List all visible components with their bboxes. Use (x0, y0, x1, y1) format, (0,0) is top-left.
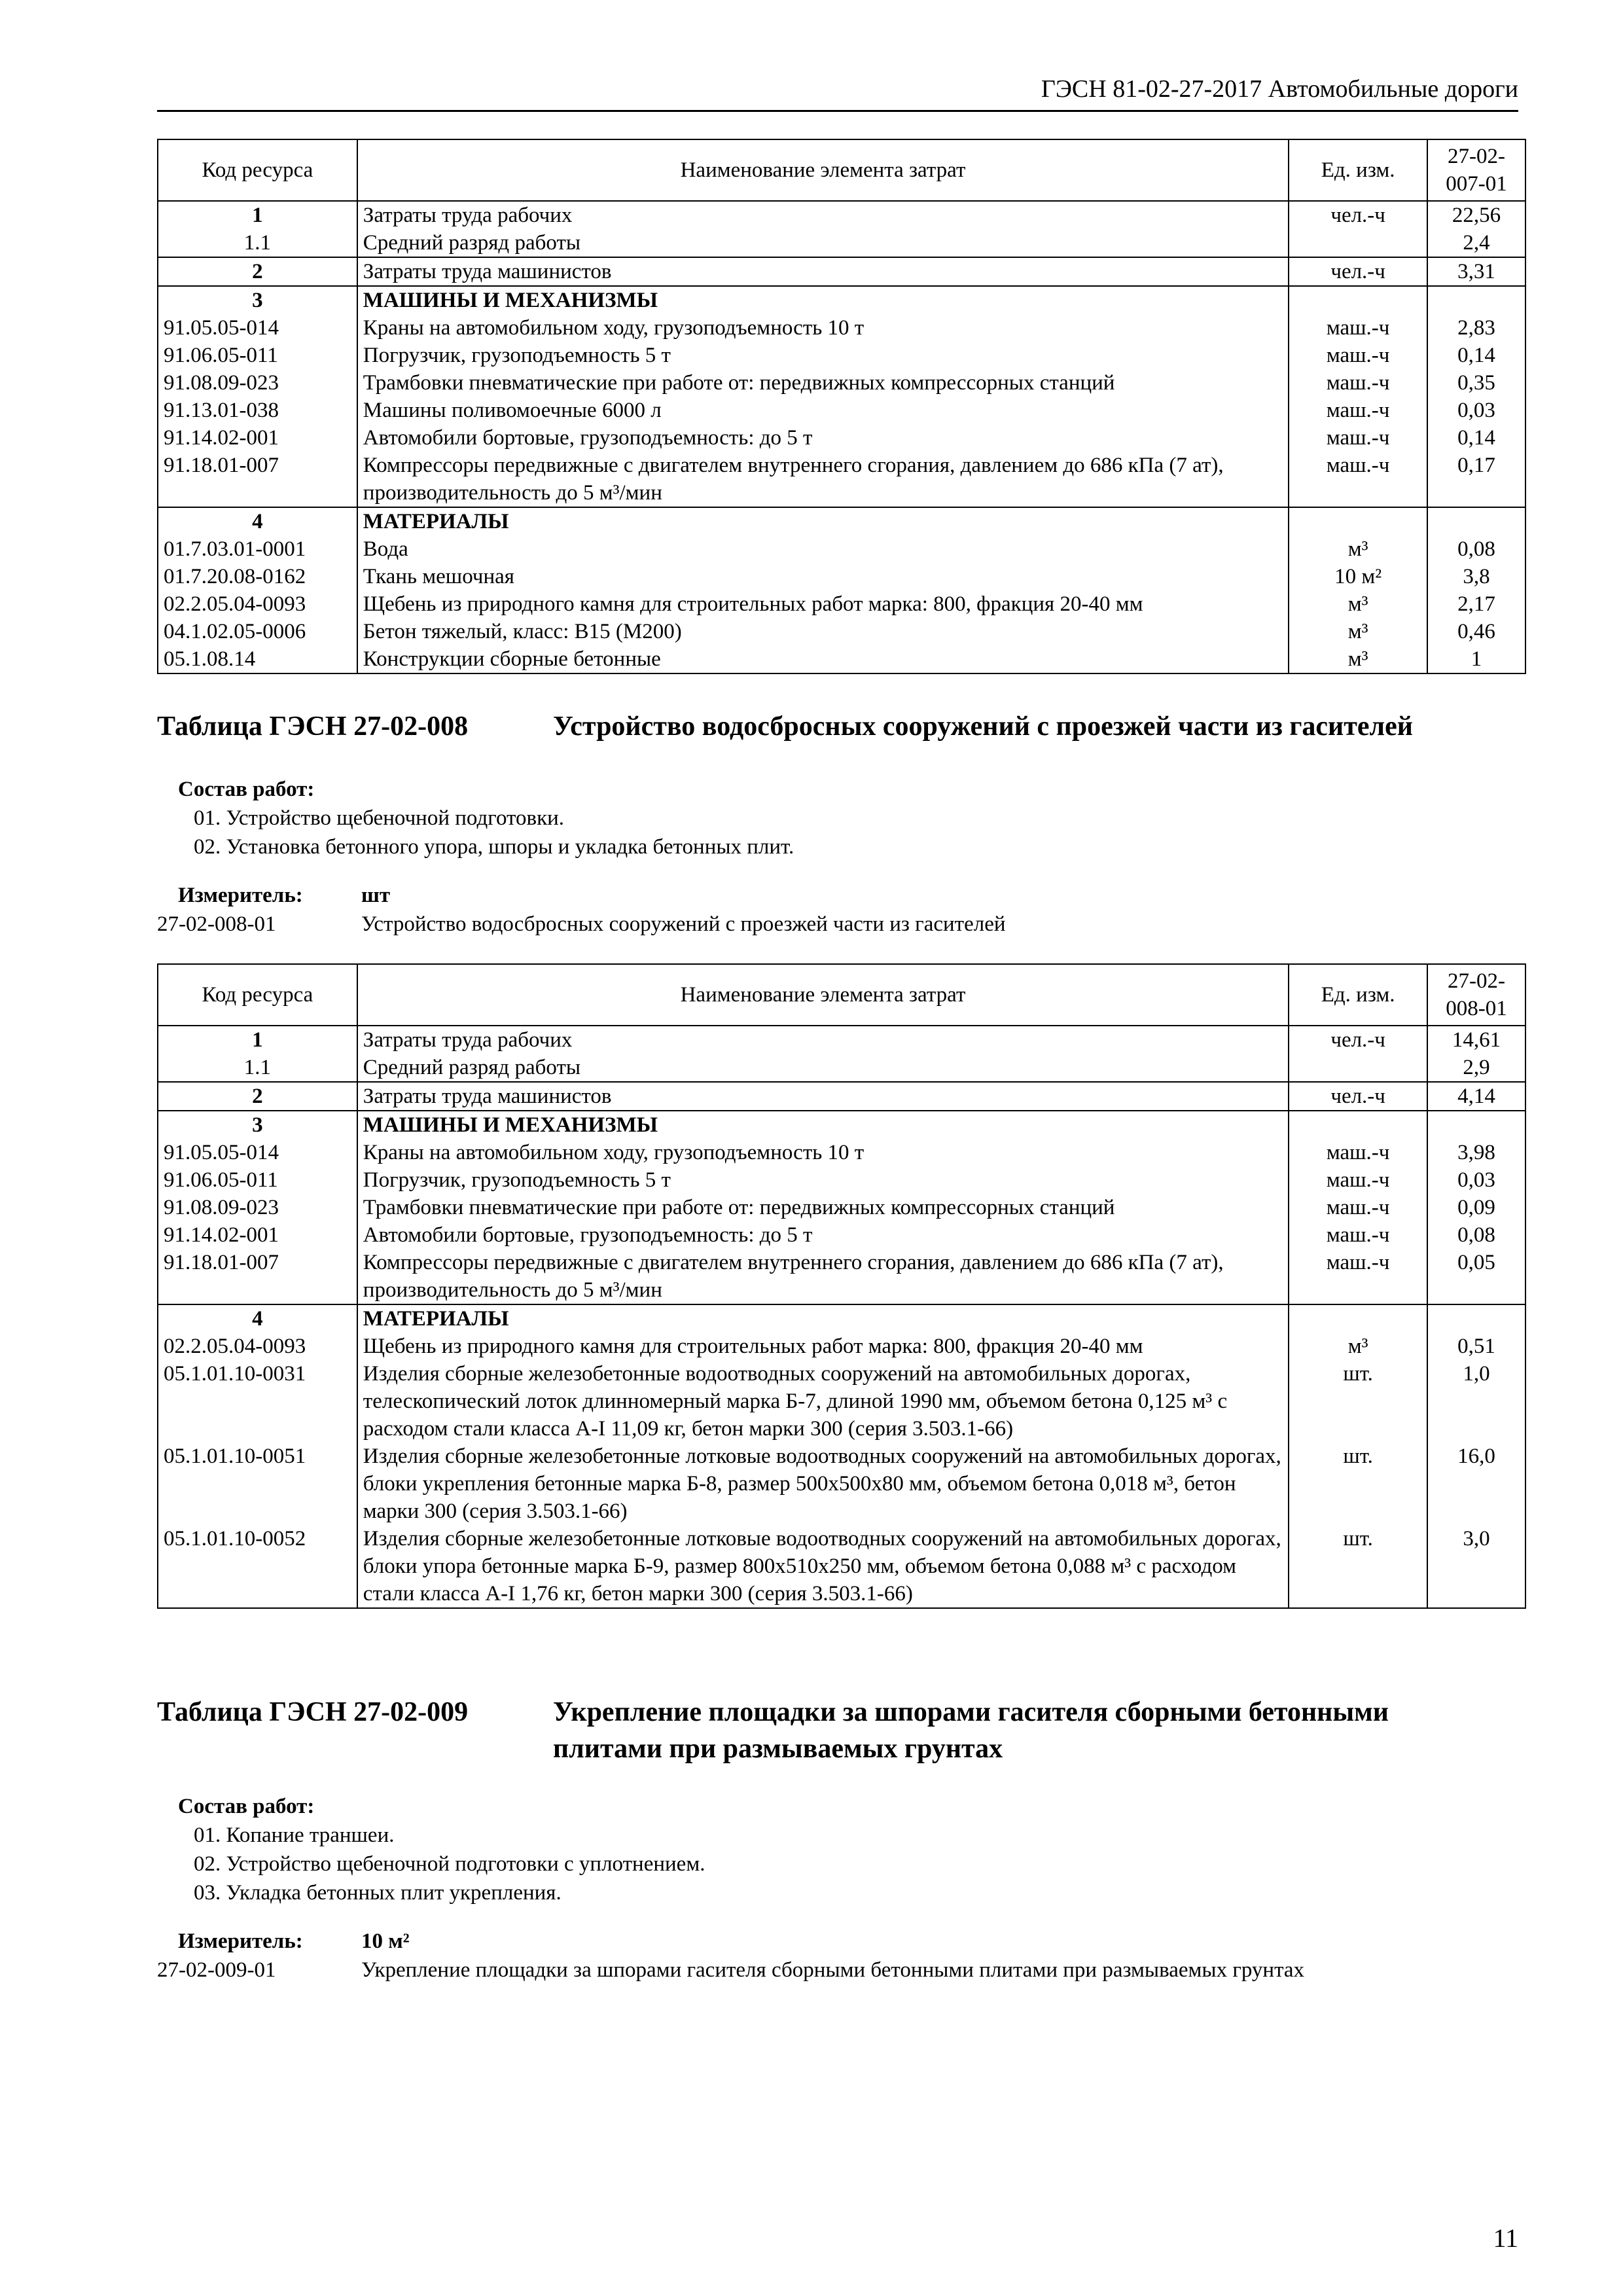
resource-name: Средний разряд работы (357, 1054, 1289, 1082)
work-item: 01. Устройство щебеночной подготовки. (194, 806, 565, 830)
resource-name: Щебень из природного камня для строительных работ марка: 800, фракция 20-40 мм (357, 590, 1289, 618)
table-row (158, 1139, 1525, 1166)
table-row (158, 257, 1525, 286)
resource-code: 91.05.05-014 (158, 314, 357, 342)
resource-name: Затраты труда машинистов (357, 1082, 1289, 1111)
resource-unit: шт. (1289, 1360, 1427, 1443)
works-label: Состав работ: (178, 1795, 315, 1818)
resource-code: 91.06.05-011 (158, 342, 357, 369)
work-item: 02. Установка бетонного упора, шпоры и укладка бетонных плит. (194, 835, 794, 859)
resource-name: Компрессоры передвижные с двигателем внутреннего сгорания, давлением до 686 кПа (7 ат), производительность до 5 м³/мин (357, 1249, 1289, 1304)
resource-name: МАШИНЫ И МЕХАНИЗМЫ (357, 1111, 1289, 1139)
table-title: Устройство водосбросных сооружений с проезжей части из гасителей (553, 711, 1413, 742)
table-row (158, 1194, 1525, 1221)
table-row (158, 1166, 1525, 1194)
table-row (158, 286, 1525, 314)
norm-code: 27-02-009-01 (157, 1958, 276, 1982)
table-row (158, 1360, 1525, 1443)
page-header: ГЭСН 81-02-27-2017 Автомобильные дороги (157, 71, 1518, 112)
work-item: 01. Копание траншеи. (194, 1823, 395, 1847)
resource-code: 91.06.05-011 (158, 1166, 357, 1194)
resource-unit (1289, 1111, 1427, 1139)
table-row (158, 1249, 1525, 1304)
resource-code: 05.1.01.10-0052 (158, 1525, 357, 1608)
norm-code: 27-02-008-01 (157, 912, 276, 936)
resource-code: 4 (158, 1304, 357, 1333)
resource-code: 91.08.09-023 (158, 1194, 357, 1221)
table-row (158, 229, 1525, 257)
resource-name: Затраты труда машинистов (357, 257, 1289, 286)
resource-unit (1289, 1304, 1427, 1333)
resource-value: 0,03 (1427, 1166, 1525, 1194)
resource-name: Бетон тяжелый, класс: В15 (М200) (357, 618, 1289, 645)
resource-value: 4,14 (1427, 1082, 1525, 1111)
resource-unit: маш.-ч (1289, 397, 1427, 424)
resource-name: Машины поливомоечные 6000 л (357, 397, 1289, 424)
resource-value: 2,4 (1427, 229, 1525, 257)
table-row (158, 397, 1525, 424)
resource-value: 3,31 (1427, 257, 1525, 286)
resource-code: 1.1 (158, 229, 357, 257)
resource-code: 91.13.01-038 (158, 397, 357, 424)
resource-code: 91.14.02-001 (158, 424, 357, 452)
table-row (158, 1082, 1525, 1111)
resource-code: 91.18.01-007 (158, 1249, 357, 1304)
table-row (158, 1111, 1525, 1139)
resource-unit: маш.-ч (1289, 424, 1427, 452)
resource-value: 2,83 (1427, 314, 1525, 342)
works-label: Состав работ: (178, 778, 315, 801)
resource-name: Вода (357, 535, 1289, 563)
resource-name: МАШИНЫ И МЕХАНИЗМЫ (357, 286, 1289, 314)
resource-value: 0,35 (1427, 369, 1525, 397)
resource-name: Погрузчик, грузоподъемность 5 т (357, 342, 1289, 369)
table-row (158, 201, 1525, 229)
table-row (158, 1054, 1525, 1082)
resource-value: 0,09 (1427, 1194, 1525, 1221)
resource-value: 0,08 (1427, 1221, 1525, 1249)
resource-unit (1289, 286, 1427, 314)
col-unit-header: Ед. изм. (1289, 964, 1427, 1026)
table-row (158, 424, 1525, 452)
table-row (158, 314, 1525, 342)
resource-unit (1289, 229, 1427, 257)
resource-name: Погрузчик, грузоподъемность 5 т (357, 1166, 1289, 1194)
resource-unit: маш.-ч (1289, 1139, 1427, 1166)
resource-table-27-02-008 (157, 963, 1526, 1609)
resource-unit: м³ (1289, 590, 1427, 618)
col-code-header: Код ресурса (158, 139, 357, 201)
resource-unit: маш.-ч (1289, 452, 1427, 507)
resource-code: 01.7.03.01-0001 (158, 535, 357, 563)
resource-unit: м³ (1289, 535, 1427, 563)
resource-unit: 10 м² (1289, 563, 1427, 590)
resource-value: 14,61 (1427, 1026, 1525, 1054)
resource-name: Краны на автомобильном ходу, грузоподъемность 10 т (357, 314, 1289, 342)
resource-value: 0,17 (1427, 452, 1525, 507)
resource-code: 91.05.05-014 (158, 1139, 357, 1166)
resource-code: 3 (158, 286, 357, 314)
resource-code: 02.2.05.04-0093 (158, 1333, 357, 1360)
resource-value (1427, 286, 1525, 314)
resource-unit: маш.-ч (1289, 1249, 1427, 1304)
resource-unit: шт. (1289, 1443, 1427, 1525)
resource-name: Затраты труда рабочих (357, 201, 1289, 229)
resource-code: 91.18.01-007 (158, 452, 357, 507)
table-header-row (158, 964, 1525, 1026)
col-norm-header: 27-02- 007-01 (1427, 139, 1525, 201)
resource-name: Изделия сборные железобетонные водоотводных сооружений на автомобильных дорогах, телескопический лоток длинномерный марка Б-7, длиной 1990 мм, объемом бетона 0,125 м³ с расходом стали класса А-I 11,09 кг, бетон марки 300 (серия 3.503.1-66) (357, 1360, 1289, 1443)
meter-unit: шт (361, 884, 391, 907)
resource-unit: чел.-ч (1289, 201, 1427, 229)
resource-code: 4 (158, 507, 357, 535)
resource-unit: маш.-ч (1289, 1221, 1427, 1249)
table-title: Укрепление площадки за шпорами гасителя сборными бетонными плитами при размываемых грунтах (553, 1697, 1389, 1764)
resource-name: Изделия сборные железобетонные лотковые водоотводных сооружений на автомобильных дорогах, блоки упора бетонные марка Б-9, размер 800х510х250 мм, объемом бетона 0,088 м³ с расходом стали класса А-I 1,76 кг, бетон марки 300 (серия 3.503.1-66) (357, 1525, 1289, 1608)
resource-value: 2,9 (1427, 1054, 1525, 1082)
resource-value: 16,0 (1427, 1443, 1525, 1525)
resource-value: 0,05 (1427, 1249, 1525, 1304)
table-row (158, 1026, 1525, 1054)
resource-code: 1 (158, 1026, 357, 1054)
table-row (158, 645, 1525, 673)
table-row (158, 535, 1525, 563)
resource-unit: маш.-ч (1289, 369, 1427, 397)
resource-value (1427, 507, 1525, 535)
col-name-header: Наименование элемента затрат (357, 964, 1289, 1026)
resource-value (1427, 1304, 1525, 1333)
table-row (158, 507, 1525, 535)
resource-name: Конструкции сборные бетонные (357, 645, 1289, 673)
resource-unit: м³ (1289, 618, 1427, 645)
table-row (158, 369, 1525, 397)
table-row (158, 342, 1525, 369)
resource-value: 22,56 (1427, 201, 1525, 229)
resource-name: Трамбовки пневматические при работе от: передвижных компрессорных станций (357, 369, 1289, 397)
table-row (158, 1443, 1525, 1525)
col-name-header: Наименование элемента затрат (357, 139, 1289, 201)
meter-block-27-02-009 (157, 1927, 1526, 1984)
resource-name: МАТЕРИАЛЫ (357, 1304, 1289, 1333)
resource-name: Краны на автомобильном ходу, грузоподъемность 10 т (357, 1139, 1289, 1166)
resource-unit: маш.-ч (1289, 342, 1427, 369)
resource-value: 0,51 (1427, 1333, 1525, 1360)
table-row (158, 590, 1525, 618)
table-row (158, 618, 1525, 645)
resource-unit: маш.-ч (1289, 1194, 1427, 1221)
resource-value: 3,98 (1427, 1139, 1525, 1166)
col-code-header: Код ресурса (158, 964, 357, 1026)
resource-code: 05.1.01.10-0051 (158, 1443, 357, 1525)
works-block-27-02-008 (157, 775, 794, 861)
table-row (158, 1525, 1525, 1608)
resource-code: 1.1 (158, 1054, 357, 1082)
resource-code: 91.14.02-001 (158, 1221, 357, 1249)
resource-name: Щебень из природного камня для строительных работ марка: 800, фракция 20-40 мм (357, 1333, 1289, 1360)
work-item: 03. Укладка бетонных плит укрепления. (194, 1881, 562, 1905)
resource-name: Компрессоры передвижные с двигателем внутреннего сгорания, давлением до 686 кПа (7 ат), производительность до 5 м³/мин (357, 452, 1289, 507)
resource-code: 3 (158, 1111, 357, 1139)
table-number: Таблица ГЭСН 27-02-008 (157, 711, 469, 742)
resource-unit: шт. (1289, 1525, 1427, 1608)
resource-name: Затраты труда рабочих (357, 1026, 1289, 1054)
resource-code: 04.1.02.05-0006 (158, 618, 357, 645)
table-row (158, 452, 1525, 507)
resource-name: Автомобили бортовые, грузоподъемность: до 5 т (357, 1221, 1289, 1249)
resource-name: Трамбовки пневматические при работе от: передвижных компрессорных станций (357, 1194, 1289, 1221)
resource-name: Средний разряд работы (357, 229, 1289, 257)
resource-code: 05.1.01.10-0031 (158, 1360, 357, 1443)
resource-code: 05.1.08.14 (158, 645, 357, 673)
page-number: 11 (1493, 2223, 1518, 2253)
col-norm-header: 27-02- 008-01 (1427, 964, 1525, 1026)
resource-unit: м³ (1289, 645, 1427, 673)
resource-value: 0,08 (1427, 535, 1525, 563)
resource-value (1427, 1111, 1525, 1139)
resource-value: 0,14 (1427, 424, 1525, 452)
meter-block-27-02-008 (157, 881, 1526, 939)
resource-value: 2,17 (1427, 590, 1525, 618)
resource-unit (1289, 1054, 1427, 1082)
resource-code: 02.2.05.04-0093 (158, 590, 357, 618)
resource-unit: чел.-ч (1289, 1082, 1427, 1111)
resource-unit: м³ (1289, 1333, 1427, 1360)
resource-code: 1 (158, 201, 357, 229)
table-row (158, 1304, 1525, 1333)
resource-value: 3,8 (1427, 563, 1525, 590)
table-row (158, 1333, 1525, 1360)
norm-name: Устройство водосбросных сооружений с проезжей части из гасителей (361, 912, 1006, 936)
resource-name: МАТЕРИАЛЫ (357, 507, 1289, 535)
resource-code: 2 (158, 257, 357, 286)
resource-unit: чел.-ч (1289, 1026, 1427, 1054)
meter-label: Измеритель: (178, 1929, 303, 1953)
resource-unit: маш.-ч (1289, 1166, 1427, 1194)
resource-value: 0,03 (1427, 397, 1525, 424)
meter-unit: 10 м² (361, 1929, 410, 1953)
resource-value: 3,0 (1427, 1525, 1525, 1608)
col-unit-header: Ед. изм. (1289, 139, 1427, 201)
resource-unit (1289, 507, 1427, 535)
resource-code: 01.7.20.08-0162 (158, 563, 357, 590)
resource-code: 2 (158, 1082, 357, 1111)
resource-value: 1 (1427, 645, 1525, 673)
resource-value: 0,14 (1427, 342, 1525, 369)
resource-name: Автомобили бортовые, грузоподъемность: до 5 т (357, 424, 1289, 452)
resource-unit: чел.-ч (1289, 257, 1427, 286)
resource-name: Ткань мешочная (357, 563, 1289, 590)
work-item: 02. Устройство щебеночной подготовки с уплотнением. (194, 1852, 705, 1876)
works-block-27-02-009 (157, 1792, 705, 1907)
resource-table-27-02-007 (157, 139, 1526, 674)
table-row (158, 563, 1525, 590)
norm-name: Укрепление площадки за шпорами гасителя сборными бетонными плитами при размываемых грунтах (361, 1958, 1305, 1982)
resource-name: Изделия сборные железобетонные лотковые водоотводных сооружений на автомобильных дорогах, блоки укрепления бетонные марка Б-8, размер 500х500х80 мм, объемом бетона 0,018 м³, бетон марки 300 (серия 3.503.1-66) (357, 1443, 1289, 1525)
resource-code: 91.08.09-023 (158, 369, 357, 397)
table-row (158, 1221, 1525, 1249)
resource-value: 0,46 (1427, 618, 1525, 645)
resource-value: 1,0 (1427, 1360, 1525, 1443)
meter-label: Измеритель: (178, 884, 303, 907)
resource-unit: маш.-ч (1289, 314, 1427, 342)
table-header-row (158, 139, 1525, 201)
table-number: Таблица ГЭСН 27-02-009 (157, 1697, 469, 1727)
